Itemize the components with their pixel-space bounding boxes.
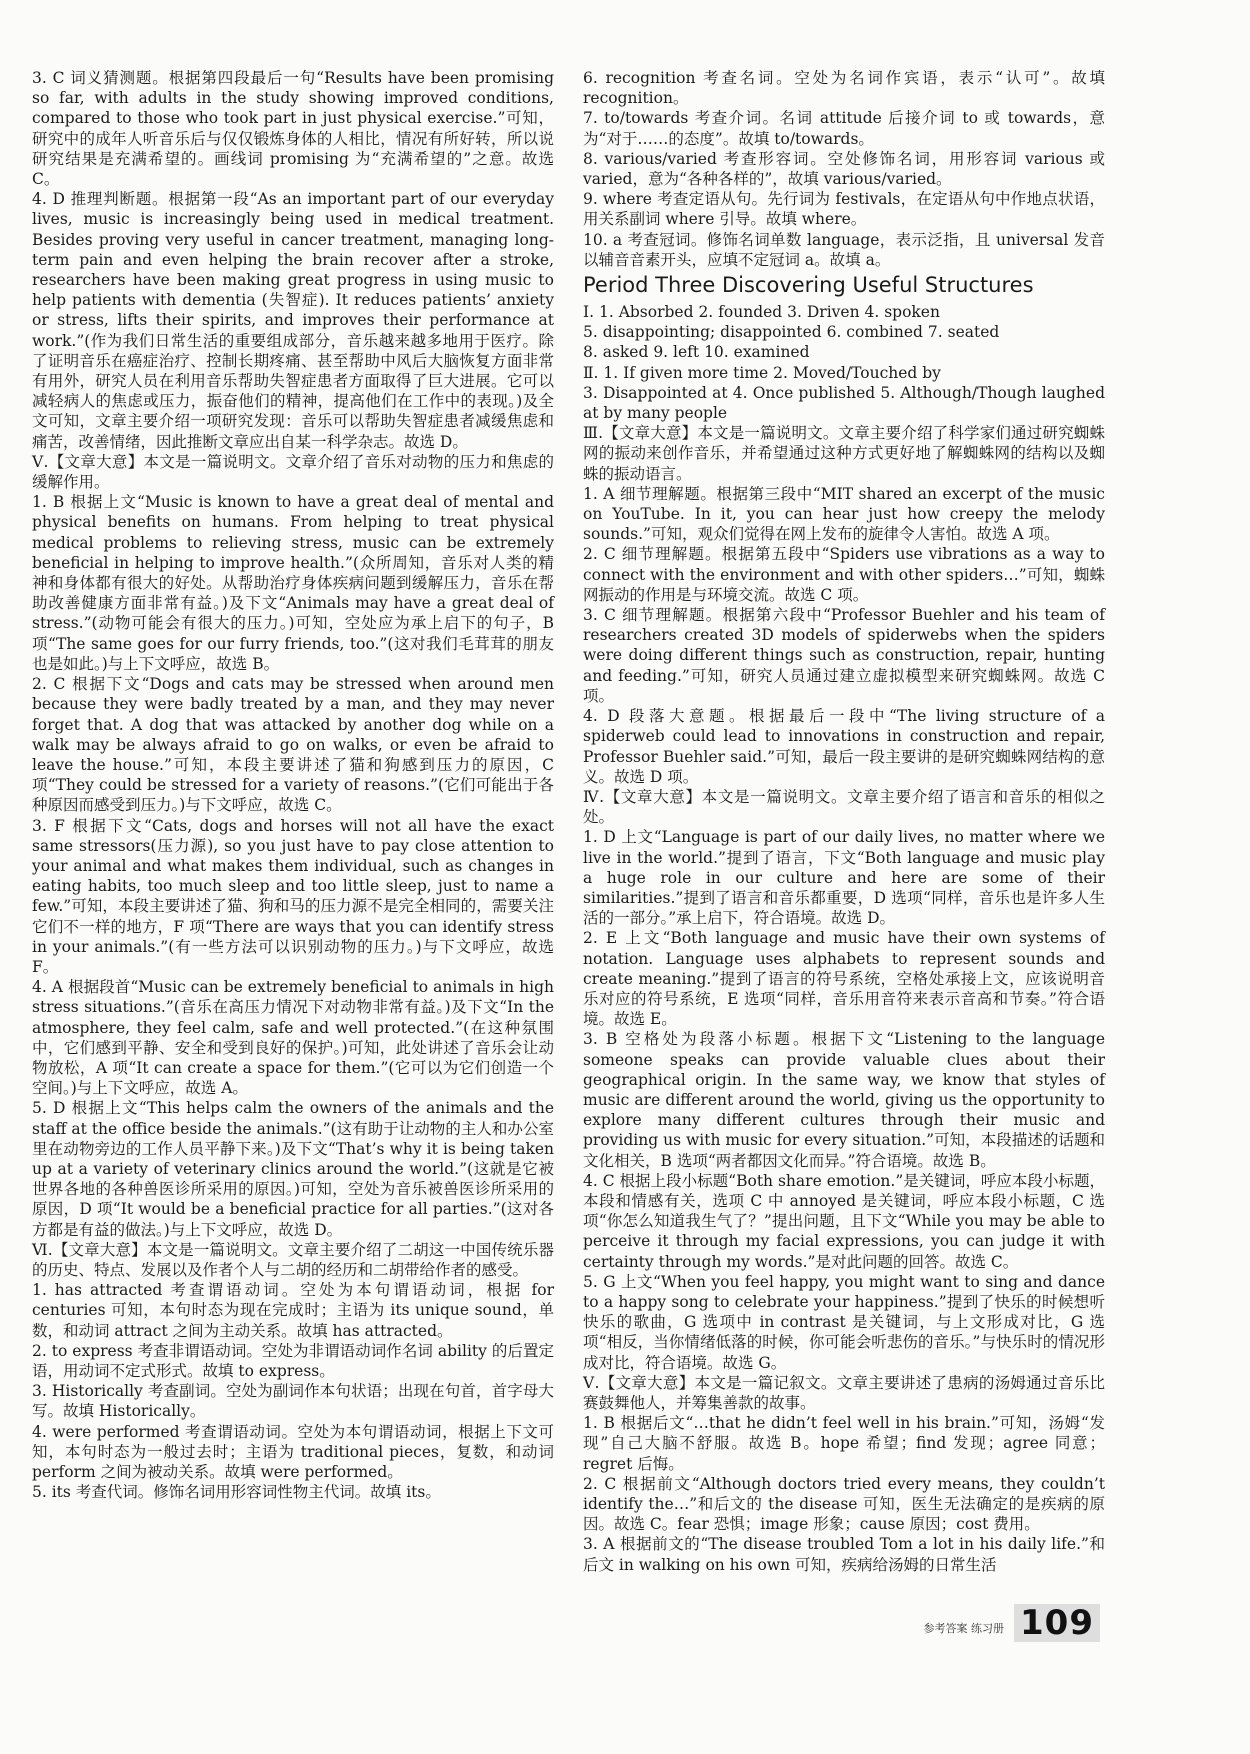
answer-paragraph: Ⅴ.【文章大意】本文是一篇记叙文。文章主要讲述了患病的汤姆通过音乐比赛鼓舞他人，并筹集善款的故事。 [583,1373,1105,1412]
answer-paragraph: Ⅲ.【文章大意】本文是一篇说明文。文章主要介绍了科学家们通过研究蜘蛛网的振动来创作音乐，并希望通过这种方式更好地了解蜘蛛网的结构以及蜘蛛的振动语言。 [583,424,1105,483]
answer-paragraph: 10. a 考查冠词。修饰名词单数 language，表示泛指，且 universal 发音以辅音音素开头，应填不定冠词 a。故填 a。 [583,230,1105,269]
answer-paragraph: 2. E 上文“Both language and music have their own systems of notation. Language uses alphabets to represent sounds and create meaning.”提到了语言的符号系统，空格处承接上文，应该说明音乐对应的符号系统，E 选项“同样，音乐用音符来表示音高和节奏。”符合语境。故选 E。 [583,929,1105,1029]
answer-paragraph: Ⅳ.【文章大意】本文是一篇说明文。文章主要介绍了语言和音乐的相似之处。 [583,787,1105,827]
answer-paragraph: 9. where 考查定语从句。先行词为 festivals，在定语从句中作地点状语，用关系副词 where 引导。故填 where。 [583,190,1105,229]
footer-label: 参考答案 练习册 [923,1622,1005,1635]
answer-paragraph: 4. were performed 考查谓语动词。空处为本句谓语动词，根据上下文可知，本句时态为一般过去时；主语为 traditional pieces，复数，和动词 perform 之间为被动关系。故填 were performed。 [32,1422,554,1482]
answer-paragraph: 2. C 根据前文“Although doctors tried every means, they couldn’t identify the…”和后文的 the disease 可知，医生无法确定的是疾病的原因。故选 C。fear 恐惧；image 形象；cause 原因；cost 费用。 [583,1474,1105,1534]
answer-paragraph: 2. C 细节理解题。根据第五段中“Spiders use vibrations as a way to connect with the environment and with other spiders…”可知，蜘蛛网振动的作用是与环境交流。故选 C 项。 [583,545,1105,604]
answer-paragraph: 2. C 根据下文“Dogs and cats may be stressed when around men because they were badly treated by a man, and they may never forget that. A dog that was attacked by another dog while on a walk may be always afraid to go on walks, or even be afraid to leave the house.”可知，本段主要讲述了猫和狗感到压力的原因，C 项“They could be stressed for a variety of reasons.”(它们可能出于各种原因而感受到压力。)与下文呼应，故选 C。 [32,675,554,815]
answer-paragraph: 6. recognition 考查名词。空处为名词作宾语，表示“认可”。故填 recognition。 [583,69,1105,108]
answer-paragraph: 4. A 根据段首“Music can be extremely beneficial to animals in high stress situations.”(音乐在高压力情况下对动物非常有益。)及下文“In the atmosphere, they feel calm, safe and well protected.”(在这种氛围中，它们感到平静、安全和受到良好的保护。)可知，此处讲述了音乐会让动物放松，A 项“It can create a space for them.”(它可以为它们创造一个空间。)与上下文呼应，故选 A。 [32,978,554,1098]
page-footer [924,1604,1100,1642]
answer-paragraph: 3. C 细节理解题。根据第六段中“Professor Buehler and his team of researchers created 3D models of spiderwebs when the spiders were doing different things such as construction, repair, hunting and feeding.”可知，研究人员通过建立虚拟模型来研究蜘蛛网。故选 C 项。 [583,606,1105,705]
answer-paragraph: Ⅴ.【文章大意】本文是一篇说明文。文章介绍了音乐对动物的压力和焦虑的缓解作用。 [32,452,554,492]
answer-paragraph: 3. A 根据前文的“The disease troubled Tom a lot in his daily life.”和后文 in walking on his own 可知，疾病给汤姆的日常生活 [583,1535,1105,1574]
answer-paragraph: 4. D 段落大意题。根据最后一段中“The living structure of a spiderweb could lead to innovations in construction and repair, Professor Buehler said.”可知，最后一段主要讲的是研究蜘蛛网结构的意义。故选 D 项。 [583,707,1105,786]
page-number: 109 [1014,1604,1100,1642]
answer-paragraph: Ⅵ.【文章大意】本文是一篇说明文。文章主要介绍了二胡这一中国传统乐器的历史、特点、发展以及作者个人与二胡的经历和二胡带给作者的感受。 [32,1240,554,1279]
answer-paragraph: 7. to/towards 考查介词。名词 attitude 后接介词 to 或 towards，意为“对于……的态度”。故填 to/towards。 [583,109,1105,148]
answer-paragraph: Ⅱ. 1. If given more time 2. Moved/Touched by [583,363,941,382]
answer-paragraph: 4. C 根据上段小标题“Both share emotion.”是关键词，呼应本段小标题，本段和情感有关，选项 C 中 annoyed 是关键词，呼应本段小标题，C 选项“你怎么知道我生气了？”提出问题，且下文“While you may be able to perceive it through my facial expressions, you can judge it with certainty through my words.”是对此问题的回答。故选 C。 [583,1171,1105,1271]
answer-paragraph: 3. B 空格处为段落小标题。根据下文“Listening to the language someone speaks can provide valuable clues about their geographical origin. In the same way, we know that styles of music are different around the world, giving us the opportunity to explore many different cultures through their music and providing us with music for every situation.”可知，本段描述的话题和文化相关，B 选项“两者都因文化而异。”符合语境。故选 B。 [583,1030,1105,1170]
right-column [583,68,1105,1575]
answer-paragraph: 3. F 根据下文“Cats, dogs and horses will not all have the exact same stressors(压力源), so you just have to pay close attention to your animal and what makes them individual, such as changes in eating habits, too much sleep and too little sleep, just to name a few.”可知，本段主要讲述了猫、狗和马的压力源不是完全相同的，需要关注它们不一样的地方，F 项“There are ways that you can identify stress in your animals.”(有一些方法可以识别动物的压力。)与下文呼应，故选 F。 [32,816,554,976]
right-column-bottom [583,302,1105,1575]
answer-paragraph: 4. D 推理判断题。根据第一段“As an important part of our everyday lives, music is increasingly being used in medical treatment. Besides proving very useful in cancer treatment, managing long-term pain and even helping the brain recover after a stroke, researchers have been making great progress in using music to help patients with dementia (失智症). It reduces patients’ anxiety or stress, lifts their spirits, and improves their performance at work.”(作为我们日常生活的重要组成部分，音乐越来越多地用于医疗。除了证明音乐在癌症治疗、控制长期疼痛、甚至帮助中风后大脑恢复方面非常有用外，研究人员在利用音乐帮助失智症患者方面取得了巨大进展。它可以减轻病人的焦虑或压力，振奋他们的精神，提高他们在工作中的表现。)及全文可知，文章主要介绍一项研究发现：音乐可以帮助失智症患者减缓焦虑和痛苦，改善情绪，因此推断文章应出自某一科学杂志。故选 D。 [32,190,554,451]
answer-paragraph: 3. Historically 考查副词。空处为副词作本句状语；出现在句首，首字母大写。故填 Historically。 [32,1382,554,1421]
answer-paragraph: 5. G 上文“When you feel happy, you might want to sing and dance to a happy song to celebrate your happiness.”提到了快乐的时候想听快乐的歌曲，G 选项中 in contrast 是关键词，与上文形成对比，G 选项“相反，当你情绪低落的时候，你可能会听悲伤的音乐。”与快乐时的情况形成对比，符合语境。故选 G。 [583,1272,1105,1372]
answer-paragraph: 3. C 词义猜测题。根据第四段最后一句“Results have been promising so far, with adults in the study showing improved conditions, compared to those who took part in just physical exercise.”可知，研究中的成年人听音乐后与仅仅锻炼身体的人相比，情况有所好转，所以说研究结果是充满希望的。画线词 promising 为“充满希望的”之意。故选 C。 [32,69,554,189]
answer-paragraph: 8. asked 9. left 10. examined [583,343,810,362]
right-column-top [583,68,1105,270]
period-heading: Period Three Discovering Useful Structures [583,273,1034,298]
answer-paragraph: 5. D 根据上文“This helps calm the owners of the animals and the staff at the office beside the animals.”(这有助于让动物的主人和办公室里在动物旁边的工作人员平静下来。)及下文“That’s why it is being taken up at a variety of veterinary clinics around the world.”(这就是它被世界各地的各种兽医诊所采用的原因。)可知，空处为音乐被兽医诊所采用的原因，D 项“It would be a beneficial practice for all parties.”(这对各方都是有益的做法。)与上下文呼应，故选 D。 [32,1099,554,1239]
left-column [32,68,554,1502]
answer-paragraph: 8. various/varied 考查形容词。空处修饰名词，用形容词 various 或 varied，意为“各种各样的”，故填 various/varied。 [583,149,1105,189]
answer-paragraph: 1. B 根据后文“…that he didn’t feel well in his brain.”可知，汤姆“发现”自己大脑不舒服。故选 B。hope 希望；find 发现；agree 同意；regret 后悔。 [583,1414,1105,1473]
answer-paragraph: 1. D 上文“Language is part of our daily lives, no matter where we live in the world.”提到了语言，下文“Both language and music play a huge role in our culture and here are some of their similarities.”提到了语言和音乐都重要，D 选项“同样，音乐也是许多人生活的一部分。”承上启下，符合语境。故选 D。 [583,828,1105,928]
answer-paragraph: 1. B 根据上文“Music is known to have a great deal of mental and physical benefits on humans. From helping to treat physical medical problems to relieving stress, music can be extremely beneficial in helping to improve health.”(众所周知，音乐对人类的精神和身体都有很大的好处。从帮助治疗身体疾病问题到缓解压力，音乐在帮助改善健康方面非常有益。)及下文“Animals may have a great deal of stress.”(动物可能会有很大的压力。)可知，空处应为承上启下的句子，B 项“The same goes for our furry friends, too.”(这对我们毛茸茸的朋友也是如此。)与上下文呼应，故选 B。 [32,493,554,673]
answer-paragraph: 1. has attracted 考查谓语动词。空处为本句谓语动词，根据 for centuries 可知，本句时态为现在完成时；主语为 its unique sound，单数，和动词 attract 之间为主动关系。故填 has attracted。 [32,1281,554,1340]
answer-paragraph: Ⅰ. 1. Absorbed 2. founded 3. Driven 4. spoken [583,303,940,322]
answer-paragraph: 5. its 考查代词。修饰名词用形容词性物主代词。故填 its。 [32,1483,441,1502]
answer-paragraph: 2. to express 考查非谓语动词。空处为非谓语动词作名词 ability 的后置定语，用动词不定式形式。故填 to express。 [32,1341,554,1380]
answer-paragraph: 5. disappointing; disappointed 6. combined 7. seated [583,323,1000,342]
answer-paragraph: 1. A 细节理解题。根据第三段中“MIT shared an excerpt of the music on YouTube. In it, you can hear just how creepy the melody sounds.”可知，观众们觉得在网上发布的旋律令人害怕。故选 A 项。 [583,484,1105,544]
answer-paragraph: 3. Disappointed at 4. Once published 5. Although/Though laughed at by many people [583,383,1105,423]
